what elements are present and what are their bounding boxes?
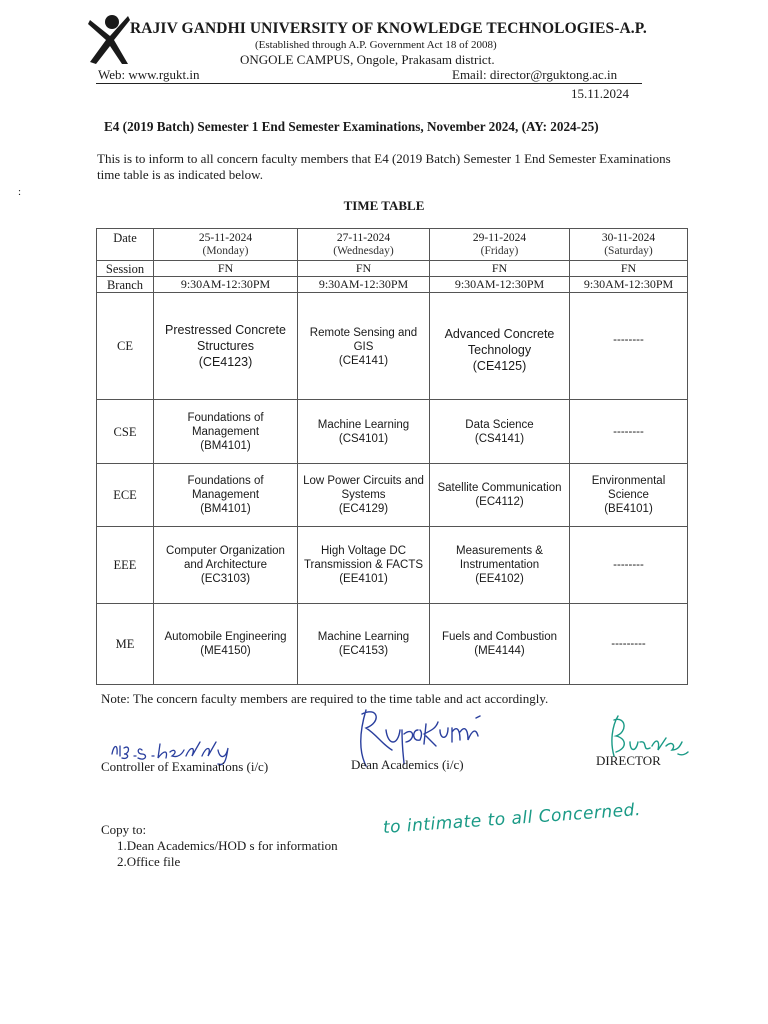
director-label: DIRECTOR bbox=[596, 753, 661, 768]
branch-name: ME bbox=[97, 604, 154, 685]
subject-code: (EC4112) bbox=[475, 496, 524, 508]
exam-cell bbox=[570, 604, 688, 685]
date-cell bbox=[154, 229, 298, 261]
exam-cell bbox=[570, 293, 688, 400]
subject-code: (EE4102) bbox=[475, 573, 524, 585]
exam-cell bbox=[298, 400, 430, 464]
branch-name: EEE bbox=[97, 527, 154, 604]
subject-name: -------- bbox=[613, 425, 644, 438]
website: Web: www.rgukt.in bbox=[98, 67, 200, 82]
university-name: RAJIV GANDHI UNIVERSITY OF KNOWLEDGE TECHNOLOGIES-A.P. bbox=[130, 20, 647, 37]
date-row bbox=[97, 229, 688, 261]
table-row bbox=[97, 400, 688, 464]
subject-name: Machine Learning bbox=[317, 418, 410, 431]
subject-code: (BM4101) bbox=[200, 439, 251, 452]
date-cell bbox=[298, 229, 430, 261]
day-value: (Saturday) bbox=[604, 244, 653, 257]
branch-time-row bbox=[97, 277, 688, 293]
header-divider bbox=[96, 83, 642, 84]
exam-cell bbox=[430, 527, 570, 604]
exam-cell bbox=[570, 527, 688, 604]
session-value: FN bbox=[154, 261, 298, 277]
copy-to-label: Copy to: bbox=[101, 822, 147, 837]
session-row bbox=[97, 261, 688, 277]
branch-name: CSE bbox=[97, 400, 154, 464]
subject-name: Environmental Science bbox=[591, 475, 666, 501]
exam-cell bbox=[430, 604, 570, 685]
session-value: FN bbox=[570, 261, 688, 277]
branch-name: CE bbox=[97, 293, 154, 400]
time-value: 9:30AM-12:30PM bbox=[154, 277, 298, 293]
exam-cell bbox=[298, 293, 430, 400]
subject-name: Advanced Concrete Technology bbox=[444, 327, 555, 357]
subject-code: (CS4101) bbox=[338, 432, 389, 445]
subject-name: -------- bbox=[613, 334, 644, 346]
subject-code: (CE4141) bbox=[338, 355, 389, 367]
subject-code: (CE4123) bbox=[198, 355, 253, 369]
subject-name: Prestressed Concrete Structures bbox=[165, 323, 286, 353]
subject-name: Automobile Engineering bbox=[164, 631, 287, 643]
exam-cell bbox=[570, 400, 688, 464]
exam-cell bbox=[430, 400, 570, 464]
subject-code: (CS4141) bbox=[474, 432, 525, 445]
exam-cell bbox=[430, 293, 570, 400]
subject-name: High Voltage DC Transmission & FACTS bbox=[303, 545, 424, 571]
subject-code: (CE4125) bbox=[472, 359, 527, 373]
exam-cell bbox=[154, 604, 298, 685]
subject-name: -------- bbox=[613, 559, 644, 571]
subject-code: (EC3103) bbox=[200, 573, 251, 585]
subject-name: Remote Sensing and GIS bbox=[309, 327, 418, 353]
subject-code: (BM4101) bbox=[200, 503, 251, 515]
day-value: (Monday) bbox=[202, 244, 249, 257]
exam-cell bbox=[298, 464, 430, 527]
table-row bbox=[97, 464, 688, 527]
subject-name: Data Science bbox=[465, 418, 534, 431]
exam-cell bbox=[298, 604, 430, 685]
margin-mark: : bbox=[18, 186, 22, 198]
email: Email: director@rguktong.ac.in bbox=[452, 67, 618, 82]
timetable-title: TIME TABLE bbox=[343, 198, 425, 213]
subject-line: E4 (2019 Batch) Semester 1 End Semester Examinations, November 2024, (AY: 2024-25) bbox=[104, 119, 599, 134]
copy-item: 2.Office file bbox=[117, 854, 181, 869]
dean-label: Dean Academics (i/c) bbox=[351, 757, 464, 772]
date-value: 29-11-2024 bbox=[472, 231, 527, 244]
subject-code: (BE4101) bbox=[604, 503, 653, 515]
day-value: (Wednesday) bbox=[333, 244, 394, 257]
table-row bbox=[97, 604, 688, 685]
subject-name: Machine Learning bbox=[317, 631, 410, 643]
date-value: 30-11-2024 bbox=[601, 231, 656, 244]
exam-cell bbox=[430, 464, 570, 527]
session-value: FN bbox=[430, 261, 570, 277]
subject-name: Computer Organization and Architecture bbox=[166, 545, 285, 571]
date-cell bbox=[570, 229, 688, 261]
session-value: FN bbox=[298, 261, 430, 277]
exam-cell bbox=[154, 400, 298, 464]
date-value: 25-11-2024 bbox=[198, 231, 253, 244]
document-date: 15.11.2024 bbox=[571, 86, 630, 101]
subject-code: (EC4153) bbox=[338, 645, 389, 657]
subject-name: Foundations of Management bbox=[187, 475, 264, 501]
session-label: Session bbox=[97, 261, 154, 277]
subject-name: Low Power Circuits and Systems bbox=[303, 475, 424, 501]
subject-code: (ME4150) bbox=[200, 645, 251, 657]
intro-paragraph: This is to inform to all concern faculty members that E4 (2019 Batch) Semester 1 End Semester Examinations time table is as indicated below. bbox=[97, 151, 671, 182]
subject-code: (EE4101) bbox=[339, 573, 388, 585]
subject-name: Measurements & Instrumentation bbox=[456, 545, 543, 571]
branch-name: ECE bbox=[97, 464, 154, 527]
branch-label: Branch bbox=[97, 277, 154, 293]
date-cell bbox=[430, 229, 570, 261]
time-value: 9:30AM-12:30PM bbox=[298, 277, 430, 293]
exam-cell bbox=[154, 464, 298, 527]
timetable bbox=[96, 228, 688, 685]
subject-code: (EC4129) bbox=[338, 503, 389, 515]
table-row bbox=[97, 527, 688, 604]
university-logo-icon bbox=[88, 12, 132, 66]
date-label: Date bbox=[97, 229, 154, 261]
coe-label: Controller of Examinations (i/c) bbox=[101, 759, 269, 774]
date-value: 27-11-2024 bbox=[336, 231, 391, 244]
subject-name: Foundations of Management bbox=[187, 411, 264, 438]
handwritten-note: to intimate to all Concerned. bbox=[382, 800, 642, 838]
exam-cell bbox=[298, 527, 430, 604]
copy-item: 1.Dean Academics/HOD s for information bbox=[117, 838, 338, 853]
campus-name: ONGOLE CAMPUS, Ongole, Prakasam district. bbox=[240, 52, 495, 67]
day-value: (Friday) bbox=[480, 244, 519, 257]
established-note: (Established through A.P. Government Act 18 of 2008) bbox=[255, 39, 497, 51]
table-row bbox=[97, 293, 688, 400]
subject-name: Satellite Communication bbox=[437, 482, 562, 494]
note: Note: The concern faculty members are required to the time table and act accordingly. bbox=[101, 691, 549, 706]
subject-name: Fuels and Combustion bbox=[441, 631, 558, 643]
exam-cell bbox=[154, 293, 298, 400]
subject-name: --------- bbox=[611, 638, 646, 650]
subject-code: (ME4144) bbox=[474, 645, 525, 657]
time-value: 9:30AM-12:30PM bbox=[570, 277, 688, 293]
exam-cell bbox=[570, 464, 688, 527]
exam-cell bbox=[154, 527, 298, 604]
time-value: 9:30AM-12:30PM bbox=[430, 277, 570, 293]
